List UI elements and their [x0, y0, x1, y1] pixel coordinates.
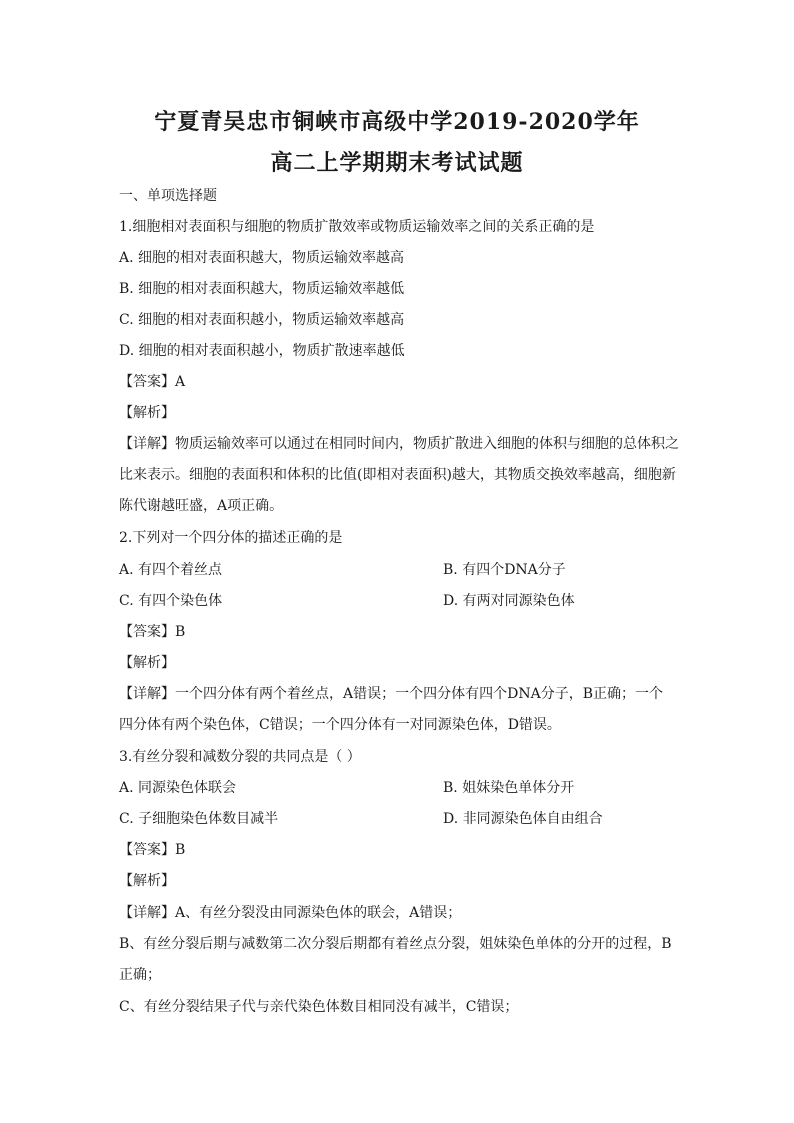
question-3-detail-line: C、有丝分裂结果子代与亲代染色体数目相同没有减半，C错误； [119, 999, 519, 1015]
question-3-option-a: A. 同源染色体联会 [119, 780, 237, 796]
question-1-analysis: 【解析】 [119, 405, 175, 421]
question-1-option-b: B. 细胞的相对表面积越大，物质运输效率越低 [119, 281, 405, 297]
question-2-detail-line: 四分体有两个染色体，C错误；一个四分体有一对同源染色体，D错误。 [119, 717, 561, 733]
question-1-option-c: C. 细胞的相对表面积越小，物质运输效率越高 [119, 312, 405, 328]
question-2-option-c: C. 有四个染色体 [119, 593, 223, 609]
question-3-stem: 3.有丝分裂和减数分裂的共同点是（ ） [119, 749, 361, 765]
question-3-option-d: D. 非同源染色体自由组合 [443, 811, 603, 827]
question-2-option-a: A. 有四个着丝点 [119, 562, 223, 578]
question-2-analysis: 【解析】 [119, 655, 175, 671]
question-1-answer: 【答案】A [119, 374, 186, 390]
question-2-answer: 【答案】B [119, 624, 186, 640]
question-1-option-a: A. 细胞的相对表面积越大，物质运输效率越高 [119, 250, 405, 266]
question-1-detail-line: 比来表示。细胞的表面积和体积的比值(即相对表面积)越大，其物质交换效率越高，细胞新 [119, 467, 676, 483]
question-1-stem: 1.细胞相对表面积与细胞的物质扩散效率或物质运输效率之间的关系正确的是 [119, 219, 595, 235]
section-heading: 一、单项选择题 [119, 188, 217, 204]
question-3-option-c: C. 子细胞染色体数目减半 [119, 811, 279, 827]
question-1-option-d: D. 细胞的相对表面积越小，物质扩散速率越低 [119, 343, 405, 359]
question-2-option-d: D. 有两对同源染色体 [443, 593, 575, 609]
document-title-line2: 高二上学期期末考试试题 [270, 150, 524, 176]
question-3-detail-line: 正确； [119, 967, 161, 983]
question-3-detail-line: B、有丝分裂后期与减数第二次分裂后期都有着丝点分裂，姐妹染色单体的分开的过程，B [119, 936, 672, 952]
question-1-detail-line: 【详解】物质运输效率可以通过在相同时间内，物质扩散进入细胞的体积与细胞的总体积之 [119, 436, 679, 452]
question-2-detail-line: 【详解】一个四分体有两个着丝点，A错误；一个四分体有四个DNA分子，B正确；一个 [119, 686, 663, 702]
document-title-line1: 宁夏青吴忠市铜峡市高级中学2019-2020学年 [154, 109, 640, 135]
question-1-detail-line: 陈代谢越旺盛，A项正确。 [119, 498, 284, 514]
question-2-stem: 2.下列对一个四分体的描述正确的是 [119, 530, 343, 546]
question-3-detail-line: 【详解】A、有丝分裂没由同源染色体的联会，A错误； [119, 905, 462, 921]
question-3-option-b: B. 姐妹染色单体分开 [443, 780, 575, 796]
question-3-analysis: 【解析】 [119, 873, 175, 889]
question-3-answer: 【答案】B [119, 842, 186, 858]
question-2-option-b: B. 有四个DNA分子 [443, 562, 566, 578]
